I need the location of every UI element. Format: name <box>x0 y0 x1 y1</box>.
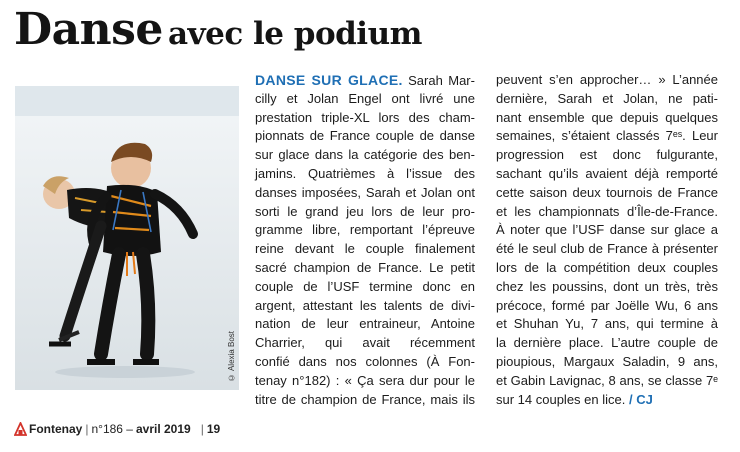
article-line: gramme libre, remportant l’épreuve <box>255 222 475 238</box>
article-line: cette saison deux tournois de France <box>496 184 718 200</box>
headline <box>14 4 422 55</box>
article-line: semaines, s’étaient classés 7ᵉˢ. Leur <box>496 128 718 144</box>
article-line: sur glace dans la catégorie des ben- <box>255 147 475 163</box>
article-line: tenay n°182) : « Ça sera dur pour le <box>255 372 475 388</box>
article-line: pionnats de France couple de danse <box>255 128 475 144</box>
article-column-1 <box>255 71 475 409</box>
article-line: Sarah Mar- <box>408 73 475 88</box>
article-last-line <box>496 391 718 410</box>
article-line: chez les poussins, dont un très, très <box>496 278 718 294</box>
footer-divider: | <box>85 422 89 436</box>
article-line: confié dans nos colonnes (À Fon- <box>255 353 475 369</box>
article-line: jamins. Quatrièmes à l’issue des <box>255 165 475 181</box>
article-line: et les championnats d’Île-de-France. <box>496 203 718 219</box>
article-line: Charrier, qui avait récemment <box>255 335 475 351</box>
article-line: dernière, Sarah et Jolan, ne pati- <box>496 90 718 106</box>
article-line: été le seul club de France à présenter <box>496 241 718 257</box>
article-column-2 <box>496 71 718 409</box>
article-line: sacré champion de France. Le petit <box>255 259 475 275</box>
article-line: précoce, formé par Joëlle Wu, 6 ans <box>496 297 718 313</box>
page-footer <box>14 422 220 436</box>
article-line: lors de la compétition deux couples <box>496 259 718 275</box>
article-line: et Shuhan Yu, 7 ans, qui termine à <box>496 316 718 332</box>
photo-credit: © Alexia Bost <box>227 331 236 382</box>
footer-divider: | <box>200 422 204 436</box>
article-line: peuvent s’en approcher… » L’année <box>496 72 718 87</box>
footer-brand: Fontenay <box>29 422 83 436</box>
headline-main: Danse <box>14 4 163 55</box>
skaters-photo <box>15 86 239 390</box>
article-line: sur 14 couples en lice. <box>496 391 626 407</box>
headline-rest: avec le podium <box>168 16 422 52</box>
article-line: et Gabin Lavignac, 8 ans, se classe 7ᵉ <box>496 372 718 388</box>
article-line: reine devant le couple finalement <box>255 241 475 257</box>
footer-date: avril 2019 <box>135 422 191 436</box>
article-line: progression est donc fulgurante, <box>496 147 718 163</box>
article-line: argent, attestant les talents de divi- <box>255 297 475 313</box>
article-line: la dernière place. L’autre couple de <box>496 335 718 351</box>
page-number: 19 <box>206 422 221 436</box>
article-line: nation de leur entraineur, Antoine <box>255 316 475 332</box>
ice-dancers-illustration <box>15 86 239 390</box>
article-line: sorti le grand jeu lors de leur pro- <box>255 203 475 219</box>
author-signature: / CJ <box>628 391 653 407</box>
article-line: prestation triple-XL lors des cham- <box>255 109 475 125</box>
article-line: titre de champion de France, mais ils <box>255 391 475 407</box>
article-line: cilly et Jolan Engel ont livré une <box>255 90 475 106</box>
column-1-first-line <box>255 71 475 90</box>
article-lead: DANSE SUR GLACE. <box>255 72 403 88</box>
fontenay-logo-icon <box>14 422 27 436</box>
article-line: nant ensemble que depuis quelques <box>496 109 718 125</box>
footer-issue: n°186 – <box>91 422 133 436</box>
article-line: pioupious, Margaux Saladin, 9 ans, <box>496 353 718 369</box>
article-line: sachant qu’ils avaient déjà remporté <box>496 165 718 181</box>
article-line: À noter que l’USF danse sur glace a <box>496 222 718 238</box>
article-line: danses imposées, Sarah et Jolan ont <box>255 184 475 200</box>
article-line: couple de l’USF termine donc en <box>255 278 475 294</box>
